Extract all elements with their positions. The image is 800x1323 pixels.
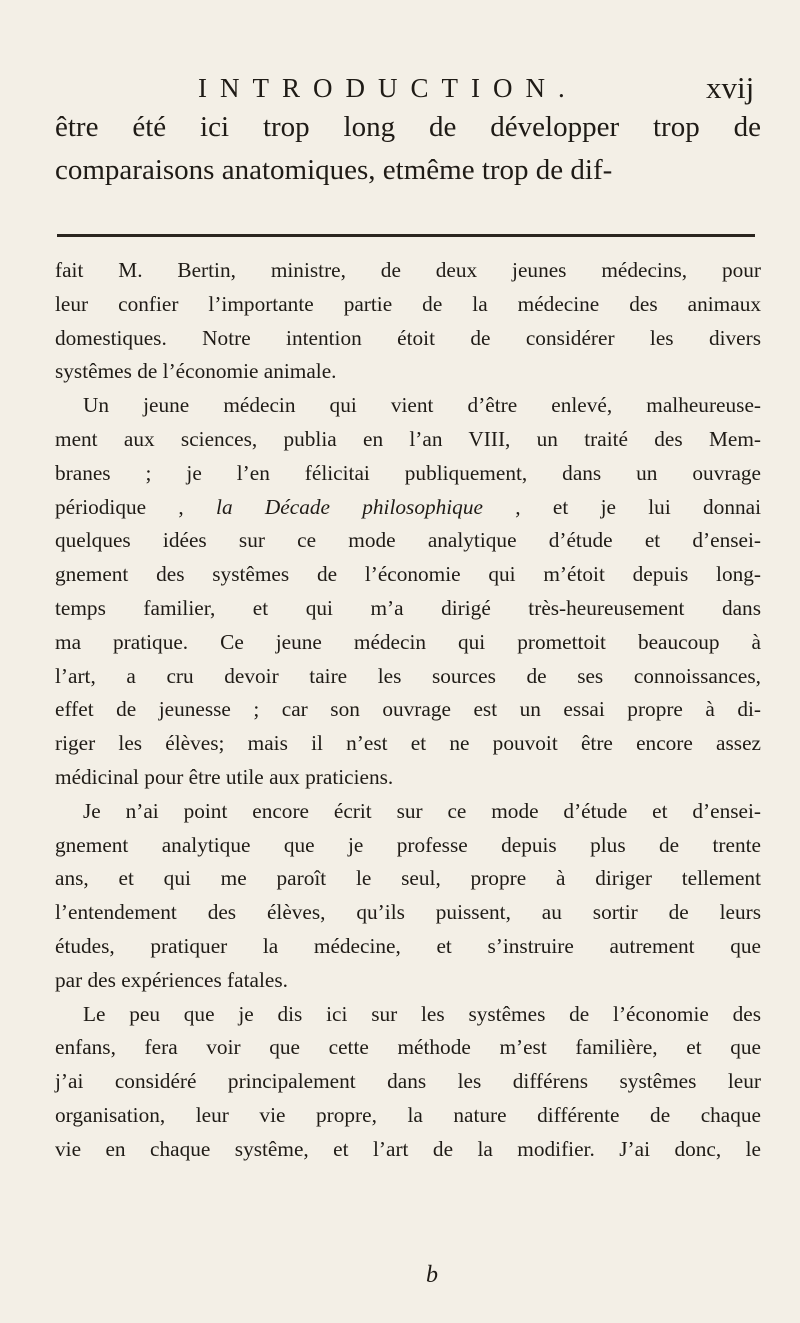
text-line: gnement analytique que je professe depuis plus de trente [55, 832, 761, 857]
journal-title: la Décade philosophique , [216, 494, 521, 519]
text-line: Le peu que je dis ici sur les systêmes de l’économie des [83, 1001, 761, 1026]
text-line: ment aux sciences, publia en l’an VIII, un traité des Mem- [55, 426, 761, 451]
text-line: Un jeune médecin qui vient d’être enlevé, malheureuse- [83, 393, 761, 418]
text-line: comparaisons anatomiques, etmême trop de dif- [55, 154, 613, 186]
text-line: gnement des systêmes de l’économie qui m’étoit depuis long- [55, 562, 761, 587]
text-line: organisation, leur vie propre, la nature différente de chaque [55, 1102, 761, 1127]
text-line: Je n’ai point encore écrit sur ce mode d’étude et d’ensei- [83, 798, 761, 823]
text-segment: et je lui donnai [520, 494, 762, 519]
text-line: branes ; je l’en félicitai publiquement, dans un ouvrage [55, 460, 761, 485]
text-line: ma pratique. Ce jeune médecin qui promettoit beaucoup à [55, 629, 761, 654]
signature-mark: b [426, 1262, 438, 1288]
text-line: leur confier l’importante partie de la médecine des animaux [55, 291, 761, 316]
text-line: fait M. Bertin, ministre, de deux jeunes médecins, pour [55, 258, 761, 282]
page-number: xvij [706, 70, 755, 105]
text-line: l’entendement des élèves, qu’ils puissent, au sortir de leurs [55, 900, 761, 925]
text-line: l’art, a cru devoir taire les sources de ses connoissances, [55, 663, 761, 688]
text-line: vie en chaque systême, et l’art de la modifier. J’ai donc, le [55, 1136, 761, 1161]
text-line: riger les élèves; mais il n’est et ne pouvoit être encore assez [55, 731, 761, 756]
text-line: études, pratiquer la médecine, et s’instruire autrement que [55, 933, 761, 958]
footnote-body [55, 254, 761, 1167]
page-header [0, 70, 800, 106]
text-line: j’ai considéré principalement dans les différens systêmes leur [55, 1069, 761, 1094]
text-line: effet de jeunesse ; car son ouvrage est un essai propre à di- [55, 697, 761, 722]
text-line: domestiques. Notre intention étoit de considérer les divers [55, 325, 761, 350]
continued-paragraph [55, 106, 761, 192]
text-line: systêmes de l’économie animale. [55, 359, 337, 384]
text-segment: périodique , [55, 494, 217, 519]
running-head: INTRODUCTION. [198, 73, 578, 103]
text-line [55, 491, 761, 525]
text-line: enfans, fera voir que cette méthode m’est familière, et que [55, 1035, 761, 1060]
text-line: médicinal pour être utile aux praticiens. [55, 764, 394, 789]
text-line: ans, et qui me paroît le seul, propre à diriger tellement [55, 866, 761, 891]
footnote-divider [57, 234, 755, 237]
text-line: être été ici trop long de développer trop de [55, 111, 761, 143]
text-line: temps familier, et qui m’a dirigé très-heureusement dans [55, 595, 761, 620]
text-line: par des expériences fatales. [55, 967, 288, 992]
text-line: quelques idées sur ce mode analytique d’étude et d’ensei- [55, 528, 761, 553]
